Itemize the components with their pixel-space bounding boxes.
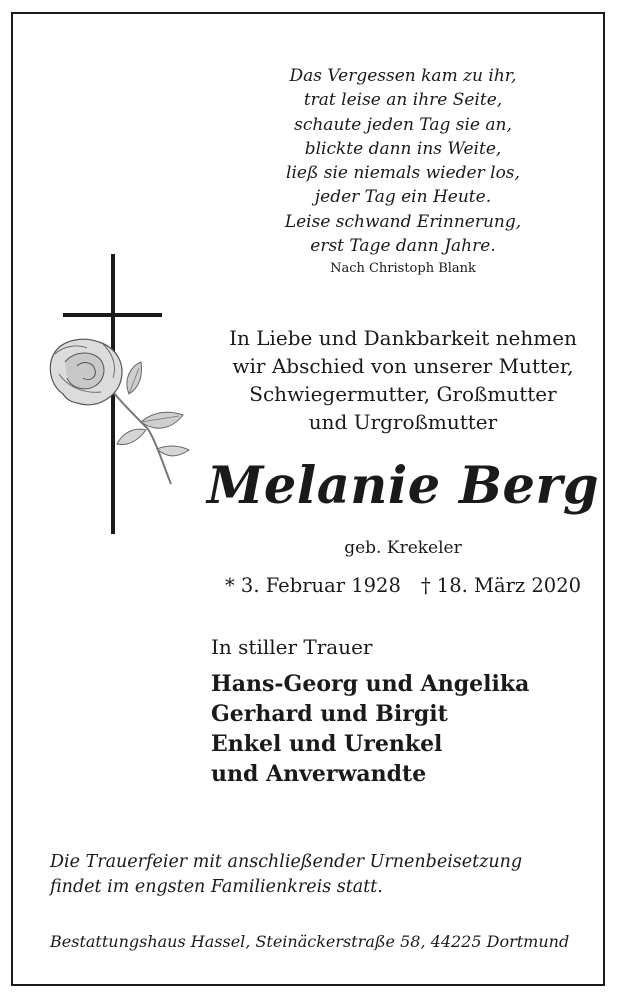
poem — [183, 64, 620, 279]
farewell-line: wir Abschied von unserer Mutter, — [232, 354, 574, 378]
rose-icon — [50, 339, 189, 484]
mourning-label: In stiller Trauer — [211, 635, 373, 659]
poem-line: Das Vergessen kam zu ihr, — [289, 66, 517, 86]
obituary-card — [11, 12, 605, 986]
farewell-line: In Liebe und Dankbarkeit nehmen — [229, 326, 577, 350]
cross-and-rose-ornament — [43, 254, 203, 536]
birth-date: * 3. Februar 1928 — [224, 574, 401, 597]
farewell-line: und Urgroßmutter — [308, 410, 498, 434]
ceremony-line: findet im engsten Familienkreis statt. — [50, 877, 383, 897]
poem-line: trat leise an ihre Seite, — [303, 90, 503, 111]
deceased-name: Melanie Berg — [206, 456, 600, 516]
funeral-home-address: Bestattungshaus Hassel, Steinäckerstraße 58, 44225 Dortmund — [50, 932, 570, 951]
farewell-text — [183, 324, 620, 436]
ceremony-notice — [50, 850, 522, 900]
poem-line: erst Tage dann Jahre. — [310, 236, 496, 257]
farewell-line: Schwiegermutter, Großmutter — [249, 382, 557, 406]
ceremony-line: Die Trauerfeier mit anschließender Urnenbeisetzung — [50, 852, 523, 872]
mourner-entry: Gerhard und Birgit — [211, 701, 448, 727]
life-dates — [183, 574, 620, 597]
mourners-list — [211, 669, 529, 789]
poem-line: Leise schwand Erinnerung, — [284, 211, 522, 232]
poem-line: jeder Tag ein Heute. — [314, 187, 492, 208]
mourner-entry: Enkel und Urenkel — [211, 731, 443, 757]
mourner-entry: und Anverwandte — [211, 761, 427, 787]
poem-line: blickte dann ins Weite, — [304, 138, 502, 159]
death-date: † 18. März 2020 — [420, 574, 582, 597]
maiden-name: geb. Krekeler — [344, 538, 462, 558]
mourner-entry: Hans-Georg und Angelika — [211, 671, 530, 697]
poem-line: schaute jeden Tag sie an, — [294, 114, 512, 135]
poem-line: ließ sie niemals wieder los, — [286, 163, 520, 184]
poem-attribution: Nach Christoph Blank — [330, 261, 476, 277]
